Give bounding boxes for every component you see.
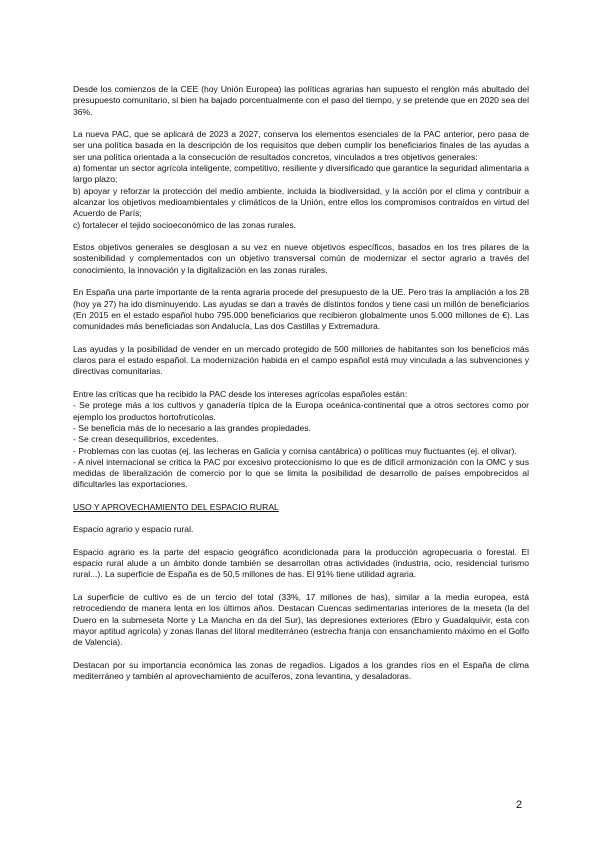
- subsection-heading: Espacio agrario y espacio rural.: [73, 524, 194, 535]
- criticism-item: - Se beneficia más de lo necesario a las grandes propiedades.: [73, 422, 311, 433]
- page-content: [73, 84, 529, 694]
- page-number: 2: [516, 799, 523, 811]
- paragraph-irrigation: Destacan por su importancia económica las zonas de regadíos. Ligados a los grandes ríos en el España de clima mediterráneo y también al aprovechamiento de acuíferos, zona levantina, y desaladoras.: [73, 659, 529, 682]
- new-pac-intro: La nueva PAC, que se aplicará de 2023 a 2027, conserva los elementos esenciales de la PAC anterior, pero pasa de ser una política basada en la descripción de los requisitos que deben cumplir los beneficiarios finales de las ayudas a ser una política orientada a la consecución de resultados concretos, vinculados a tres objetivos generales:: [73, 129, 529, 162]
- criticism-item: - A nivel internacional se critica la PAC por excesivo proteccionismo lo que es de difícil armonización con la OMC y sus medidas de liberalización de comercio por lo que se limita la posibilidad de desarrollo de países empobrecidos al dificultarles las exportaciones.: [73, 456, 529, 490]
- paragraph-pac-criticism: [73, 389, 529, 491]
- paragraph-cee-budget: Desde los comienzos de la CEE (hoy Unión Europea) las políticas agrarias han supuesto el renglón más abultado del presupuesto comunitario, si bien ha bajado porcentualmente con el paso del tiempo, y se pretende que en 2020 sea del 36%.: [73, 84, 529, 117]
- paragraph-spain-income: En España una parte importante de la renta agraria procede del presupuesto de la UE. Pero tras la ampliación a los 28 (hoy ya 27) ha ido disminuyendo. Las ayudas se dan a través de distintos fondos y tiene casi un millón de beneficiarios (En 2015 en el estado español hubo 795.000 beneficiarios que recibieron globalmente unos 5.000 millones de €). Las comunidades más beneficiadas son Andalucía, Las dos Castillas y Extremadura.: [73, 287, 529, 332]
- paragraph-new-pac: [73, 129, 529, 231]
- objective-c: c) fortalecer el tejido socioeconómico de las zonas rurales.: [73, 219, 297, 230]
- paragraph-agrarian-space: Espacio agrario es la parte del espacio geográfico acondicionada para la producción agropecuaria o forestal. El espacio rural alude a un ámbito donde también se desarrollan otras actividades (industria, ocio, residencial turismo rural...). La superficie de España es de 50,5 millones de has. El 91% tiene utilidad agraria.: [73, 546, 529, 580]
- paragraph-spain-benefits: Las ayudas y la posibilidad de vender en un mercado protegido de 500 millones de habitantes son los beneficios más claros para el estado español. La modernización habida en el campo español está muy vinculada a las subvenciones y directivas comunitarias.: [73, 343, 529, 377]
- criticism-intro: Entre las críticas que ha recibido la PAC desde los intereses agrícolas españoles están:: [73, 389, 408, 400]
- criticism-item: - Problemas con las cuotas (ej. las lecheras en Galicia y cornisa cantábrica) o políticas muy fluctuantes (ej. el olivar).: [73, 445, 517, 456]
- criticism-item: - Se crean desequilibrios, excedentes.: [73, 434, 219, 445]
- criticism-item: - Se protege más a los cultivos y ganadería típica de la Europa oceánica-continental que a otros sectores como por ejemplo los productos hortofrutícolas.: [73, 400, 529, 422]
- paragraph-cultivation-surface: La superficie de cultivo es de un tercio del total (33%, 17 millones de has), similar a la media europea, está retrocediendo de manera lenta en los últimos años. Destacan Cuencas sedimentarias interiores de la meseta (la del Duero en la submeseta Norte y La Mancha en da del Sur), las depresiones exteriores (Ebro y Guadalquivir, esta con mayor aptitud agrícola) y zonas llanas del litoral mediterráneo (estrecha franja con ensanchamiento máximo en el Golfo de Valencia).: [73, 592, 529, 648]
- paragraph-specific-objectives: Estos objetivos generales se desglosan a su vez en nueve objetivos específicos, basados en los tres pilares de la sostenibilidad y complementados con un objetivo transversal común de modernizar el sector agrario a través del conocimiento, la innovación y la digitalización en las zonas rurales.: [73, 242, 529, 275]
- objective-b: b) apoyar y reforzar la protección del medio ambiente, incluida la biodiversidad, y la acción por el clima y contribuir a alcanzar los objetivos medioambientales y climáticos de la Unión, entre ellos los compromisos contraídos en virtud del Acuerdo de París;: [73, 185, 529, 219]
- section-heading: USO Y APROVECHAMIENTO DEL ESPACIO RURAL: [73, 501, 279, 512]
- objective-a: a) fomentar un sector agrícola inteligente, competitivo, resiliente y diversificado que garantice la seguridad alimentaria a largo plazo;: [73, 163, 529, 185]
